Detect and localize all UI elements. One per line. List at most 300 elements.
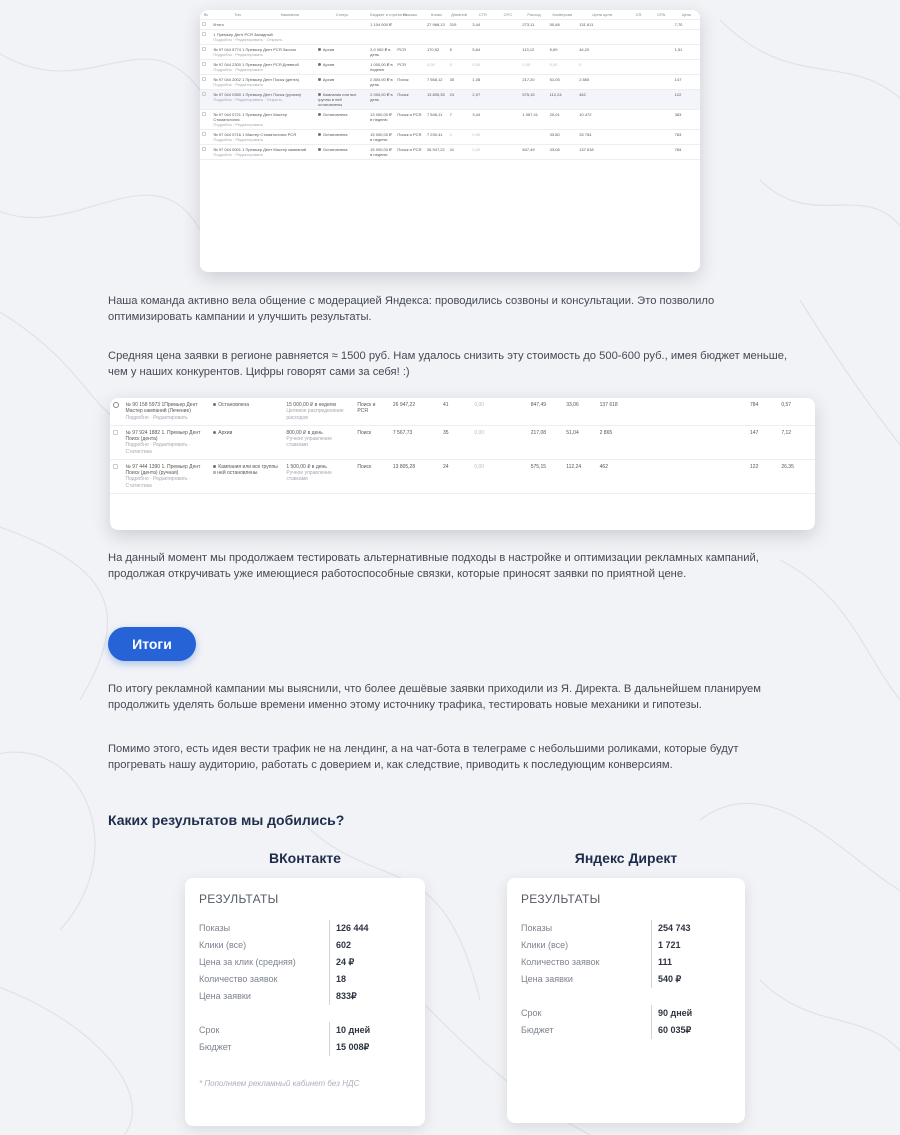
table-header-cell: Расход bbox=[520, 10, 547, 20]
table-header-cell: Дневной bbox=[448, 10, 471, 20]
metric-cell: 33,06 bbox=[548, 145, 578, 160]
row-checkbox[interactable] bbox=[200, 130, 211, 145]
checkbox-icon[interactable] bbox=[202, 47, 206, 51]
table-row[interactable] bbox=[110, 459, 815, 493]
metric-cell: 3,44 bbox=[470, 20, 495, 30]
metric-cell bbox=[627, 145, 650, 160]
metric-cell: 2,07 bbox=[470, 90, 495, 110]
status-text: Остановлена bbox=[322, 112, 348, 117]
status-cell bbox=[316, 90, 368, 110]
result-value: 833₽ bbox=[336, 991, 357, 1001]
metric-cell: 383 bbox=[673, 110, 700, 130]
status-text: Кампания или все группы в ней остановлены bbox=[213, 463, 278, 476]
metric-cell: 0,57 bbox=[778, 398, 815, 425]
status-text: Кампания или все группы в ней остановлены bbox=[317, 92, 357, 107]
metric-cell: 0 bbox=[448, 130, 471, 145]
metric-cell: 7 230,41 bbox=[425, 130, 448, 145]
row-checkbox[interactable] bbox=[110, 398, 123, 425]
metric-cell: 24 bbox=[448, 90, 471, 110]
result-label: Срок bbox=[521, 1008, 542, 1018]
status-dot-icon bbox=[318, 33, 321, 36]
table-row[interactable] bbox=[200, 145, 700, 160]
table-header-cell: Статус bbox=[316, 10, 368, 20]
metric-cell: 51,05 bbox=[548, 75, 578, 90]
table-header-cell: Тип bbox=[211, 10, 263, 20]
type-cell: Поиск bbox=[354, 459, 390, 493]
pause-icon[interactable] bbox=[113, 402, 119, 408]
budget-cell: 1 104 000 ₽ bbox=[368, 20, 395, 30]
table-header-cell: Цель bbox=[673, 10, 700, 20]
spacer bbox=[521, 988, 651, 1005]
status-dot-icon bbox=[318, 113, 321, 116]
metric-cell: 3,44 bbox=[470, 110, 495, 130]
yd-results-rows bbox=[521, 920, 731, 1039]
row-checkbox[interactable] bbox=[200, 110, 211, 130]
row-checkbox[interactable] bbox=[200, 145, 211, 160]
result-value: 10 дней bbox=[336, 1025, 371, 1035]
type-cell: Поиск bbox=[395, 90, 425, 110]
metric-cell: 33,06 bbox=[563, 398, 596, 425]
campaign-links[interactable]: Подробно · Редактировать bbox=[213, 122, 264, 127]
status-text: Остановлена bbox=[218, 402, 249, 408]
metric-cell bbox=[650, 110, 673, 130]
metric-cell: 847,49 bbox=[528, 398, 564, 425]
campaign-links[interactable]: Подробно · Редактировать bbox=[213, 82, 264, 87]
metric-cell bbox=[495, 130, 520, 145]
vk-results-rows bbox=[199, 920, 411, 1056]
budget-cell: 2 000,00 ₽ в день bbox=[368, 90, 395, 110]
metric-cell: 35 bbox=[440, 425, 471, 459]
result-value: 540 ₽ bbox=[658, 974, 682, 984]
campaign-name[interactable]: № 90 158 5973 1Премьер Дент Мастер кампаний (Лечение) bbox=[125, 402, 198, 415]
checkbox-icon[interactable] bbox=[202, 92, 206, 96]
campaign-cell[interactable] bbox=[211, 145, 316, 160]
metric-cell bbox=[650, 75, 673, 90]
budget-value: 15 000,00 ₽ в неделю bbox=[286, 402, 337, 408]
vk-note: * Пополняем рекламный кабинет без НДС bbox=[199, 1079, 360, 1088]
status-dot-icon bbox=[213, 465, 216, 468]
metric-cell: 147 bbox=[747, 425, 778, 459]
metric-cell: 7,12 bbox=[778, 425, 815, 459]
metric-cell: 122 bbox=[747, 459, 778, 493]
paragraph-price: Средняя цена заявки в регионе равняется ≈ 1500 руб. Нам удалось снизить эту стоимость до 500-600 руб., имея бюджет меньше, чем у наших конкурентов. Цифры говорят сами за себя! :) bbox=[108, 350, 788, 378]
metric-cell bbox=[627, 130, 650, 145]
metric-cell bbox=[495, 110, 520, 130]
yd-card-title: РЕЗУЛЬТАТЫ bbox=[521, 892, 601, 906]
campaign-links[interactable]: Подробно · Редактировать bbox=[213, 137, 264, 142]
table-row[interactable] bbox=[200, 60, 700, 75]
vk-results-card bbox=[185, 878, 425, 1126]
campaign-name[interactable]: 1 Премьер Дент РСЯ Западный bbox=[213, 32, 273, 37]
metric-cell: 112,24 bbox=[548, 90, 578, 110]
budget-cell bbox=[283, 425, 354, 459]
budget-cell bbox=[368, 30, 395, 45]
spacer bbox=[652, 988, 731, 1005]
campaign-table-screenshot bbox=[200, 10, 700, 272]
status-cell bbox=[210, 425, 283, 459]
metric-cell: 44,20 bbox=[577, 45, 627, 60]
metric-cell bbox=[495, 45, 520, 60]
table-header-cell: Клики bbox=[425, 10, 448, 20]
table-row[interactable] bbox=[110, 398, 815, 425]
budget-value: 1 500,00 ₽ в день bbox=[286, 463, 327, 470]
result-label: Бюджет bbox=[199, 1042, 232, 1052]
table-header-cell: CPA bbox=[650, 10, 673, 20]
metric-cell: 0 bbox=[577, 60, 627, 75]
budget-cell: 2,0 000 ₽ в день bbox=[368, 45, 395, 60]
metric-cell bbox=[548, 30, 578, 45]
metric-cell bbox=[495, 30, 520, 45]
metric-cell: 0,00 bbox=[520, 60, 547, 75]
row-checkbox[interactable] bbox=[110, 425, 123, 459]
table-header-cell: № bbox=[200, 10, 211, 20]
status-cell bbox=[316, 60, 368, 75]
campaign-table-screenshot-2 bbox=[110, 398, 815, 530]
table-row[interactable] bbox=[200, 110, 700, 130]
metric-cell bbox=[495, 60, 520, 75]
budget-cell bbox=[283, 459, 354, 493]
checkbox-icon[interactable] bbox=[202, 77, 206, 81]
metric-cell: 5 bbox=[448, 45, 471, 60]
metric-cell bbox=[673, 60, 700, 75]
metric-cell bbox=[643, 425, 716, 459]
metric-cell bbox=[495, 145, 520, 160]
metric-cell: 0,00 bbox=[471, 459, 502, 493]
status-cell bbox=[316, 145, 368, 160]
metric-cell: 575,15 bbox=[520, 90, 547, 110]
campaign-links[interactable]: Подробно · Редактировать bbox=[213, 152, 264, 157]
metric-cell bbox=[503, 459, 528, 493]
metric-cell bbox=[627, 90, 650, 110]
metric-cell: 7 bbox=[448, 110, 471, 130]
metric-cell: 847,49 bbox=[520, 145, 547, 160]
metric-cell: 131 611 bbox=[577, 20, 627, 30]
result-label: Показы bbox=[521, 923, 553, 933]
metric-cell: 0,00 bbox=[471, 398, 502, 425]
metric-cell: 137 618 bbox=[577, 145, 627, 160]
metric-cell: 5,64 bbox=[470, 45, 495, 60]
checkbox-icon[interactable] bbox=[113, 464, 118, 469]
metric-cell: 0,00 bbox=[470, 145, 495, 160]
row-checkbox[interactable] bbox=[110, 459, 123, 493]
type-cell: РСЯ bbox=[395, 60, 425, 75]
metric-cell bbox=[503, 425, 528, 459]
metric-cell bbox=[627, 110, 650, 130]
metric-cell: 0,00 bbox=[425, 60, 448, 75]
checkbox-icon[interactable] bbox=[202, 32, 206, 36]
metric-cell: 50,68 bbox=[548, 20, 578, 30]
yd-title: Яндекс Директ bbox=[574, 850, 678, 866]
metric-cell: 112,24 bbox=[563, 459, 596, 493]
table-header-cell: Цена цели bbox=[577, 10, 627, 20]
campaign-name[interactable]: № 97 044 0350 1 Премьер Дент Поиск (ручная) bbox=[213, 92, 301, 97]
campaign-cell[interactable] bbox=[211, 110, 316, 130]
table-row[interactable] bbox=[110, 425, 815, 459]
metric-cell bbox=[716, 459, 747, 493]
type-cell: Поиск и РСЯ bbox=[395, 145, 425, 160]
status-text: Архив bbox=[322, 47, 335, 52]
status-dot-icon bbox=[318, 93, 321, 96]
vk-title: ВКонтакте bbox=[269, 850, 341, 866]
metric-cell bbox=[716, 425, 747, 459]
campaign-name[interactable]: Итого bbox=[213, 22, 224, 27]
result-label: Клики (все) bbox=[199, 940, 247, 950]
metric-cell bbox=[627, 20, 650, 30]
status-cell bbox=[316, 45, 368, 60]
metric-cell: 7,70 bbox=[673, 20, 700, 30]
table-header-cell: Конверсии bbox=[548, 10, 578, 20]
status-cell bbox=[316, 75, 368, 90]
table-row[interactable] bbox=[200, 130, 700, 145]
campaign-cell[interactable] bbox=[123, 459, 211, 493]
metric-cell: 13 805,35 bbox=[425, 90, 448, 110]
budget-strategy: Ручное управление ставками bbox=[286, 436, 332, 449]
status-text: Остановлена bbox=[322, 147, 348, 152]
metric-cell bbox=[520, 130, 547, 145]
row-checkbox[interactable] bbox=[200, 75, 211, 90]
table-header-cell: Кампания bbox=[264, 10, 316, 20]
type-cell: Поиск и РСЯ bbox=[395, 110, 425, 130]
metric-cell: 137 618 bbox=[597, 398, 643, 425]
metric-cell: 784 bbox=[673, 145, 700, 160]
status-cell bbox=[210, 398, 283, 425]
metric-cell: 7 568,12 bbox=[425, 75, 448, 90]
campaign-name[interactable]: № 97 044 0721 1 Премьер Дент Мастер Стоматология bbox=[213, 112, 288, 122]
result-value: 24 ₽ bbox=[336, 957, 355, 967]
metric-cell: 2 865 bbox=[597, 425, 643, 459]
table-header-cell: CR bbox=[627, 10, 650, 20]
metric-cell: 462 bbox=[577, 90, 627, 110]
metric-cell: 319 bbox=[448, 20, 471, 30]
campaign-links[interactable]: Подробно · Редактировать bbox=[213, 52, 264, 57]
budget-cell bbox=[283, 398, 354, 425]
metric-cell: 217,08 bbox=[528, 425, 564, 459]
row-checkbox[interactable] bbox=[200, 20, 211, 30]
metric-cell: 5,69 bbox=[548, 45, 578, 60]
metric-cell bbox=[470, 30, 495, 45]
metric-cell: 1,51 bbox=[673, 45, 700, 60]
metric-cell: 0,00 bbox=[548, 60, 578, 75]
status-dot-icon bbox=[318, 148, 321, 151]
result-label: Показы bbox=[199, 923, 231, 933]
table-header-cell: Бюджет и стратегия bbox=[368, 10, 395, 20]
checkbox-icon[interactable] bbox=[202, 62, 206, 66]
metric-cell bbox=[448, 30, 471, 45]
campaign-cell[interactable] bbox=[211, 30, 316, 45]
result-value: 111 bbox=[658, 957, 673, 967]
result-value: 18 bbox=[336, 974, 347, 984]
metric-cell: 122 bbox=[673, 90, 700, 110]
type-cell: Поиск и РСЯ bbox=[354, 398, 390, 425]
budget-strategy: Ручное управление ставками bbox=[286, 470, 332, 483]
metric-cell bbox=[650, 90, 673, 110]
status-dot-icon bbox=[213, 431, 216, 434]
metric-cell bbox=[673, 30, 700, 45]
result-label: Цена заявки bbox=[521, 974, 573, 984]
metric-cell bbox=[495, 75, 520, 90]
table-row[interactable] bbox=[200, 45, 700, 60]
status-cell bbox=[316, 130, 368, 145]
metric-cell: 0,00 bbox=[471, 425, 502, 459]
status-dot-icon bbox=[318, 78, 321, 81]
status-cell bbox=[316, 110, 368, 130]
metric-cell: 20,01 bbox=[548, 110, 578, 130]
metric-cell: 783 bbox=[673, 130, 700, 145]
row-checkbox[interactable] bbox=[200, 90, 211, 110]
result-label: Количество заявок bbox=[521, 957, 600, 967]
campaign-name[interactable]: № 97 044 2300 1 Премьер Дент РСЯ Дневной bbox=[213, 62, 299, 67]
metric-cell: 7 546,11 bbox=[425, 110, 448, 130]
type-cell: РСЯ bbox=[395, 45, 425, 60]
metric-cell: 26 947,22 bbox=[390, 398, 440, 425]
budget-strategy: Целевое распределение расходов bbox=[286, 408, 344, 421]
metric-cell bbox=[650, 30, 673, 45]
spacer bbox=[330, 1005, 411, 1022]
campaign-name[interactable]: № 97 924 1882 1. Премьер Дент Поиск (дента) bbox=[125, 429, 201, 442]
status-dot-icon bbox=[318, 133, 321, 136]
campaign-name[interactable]: № 97 044 0001 1 Премьер Дент Мастер кампаний bbox=[213, 147, 307, 152]
metric-cell bbox=[650, 145, 673, 160]
metric-cell: 27 966,13 bbox=[425, 20, 448, 30]
status-dot-icon bbox=[213, 403, 216, 406]
metric-cell bbox=[650, 20, 673, 30]
status-text: Архив bbox=[322, 62, 335, 67]
type-cell: Поиск и РСЯ bbox=[395, 130, 425, 145]
metric-cell: 784 bbox=[747, 398, 778, 425]
metric-cell bbox=[650, 60, 673, 75]
campaign-name[interactable]: № 97 044 2002 1 Премьер Дент Поиск (дента) bbox=[213, 77, 299, 82]
table-row[interactable] bbox=[200, 20, 700, 30]
campaign-cell[interactable] bbox=[211, 45, 316, 60]
campaign-name[interactable]: № 97 044 0716 1 Мастер Стоматология РСЯ bbox=[213, 132, 297, 137]
result-value: 1 721 bbox=[658, 940, 681, 950]
checkbox-icon[interactable] bbox=[202, 147, 206, 151]
campaign-table bbox=[200, 10, 700, 160]
metric-cell: 0,00 bbox=[470, 60, 495, 75]
metric-cell bbox=[650, 130, 673, 145]
metric-cell: 26 947,22 bbox=[425, 145, 448, 160]
row-checkbox[interactable] bbox=[200, 60, 211, 75]
status-text: Архив bbox=[218, 429, 233, 436]
checkbox-icon[interactable] bbox=[202, 132, 206, 136]
row-checkbox[interactable] bbox=[200, 30, 211, 45]
campaign-links[interactable]: Подробно · Редактировать bbox=[213, 67, 264, 72]
campaign-cell[interactable] bbox=[123, 398, 211, 425]
metric-cell: 33,80 bbox=[548, 130, 578, 145]
result-value: 60 035₽ bbox=[658, 1025, 692, 1035]
campaign-name[interactable]: № 97 044 5774 1 Премьер Дент РСЯ Заочно bbox=[213, 47, 297, 52]
budget-cell: 15 000,00 ₽ в неделю bbox=[368, 145, 395, 160]
paragraph-summary: По итогу рекламной кампании мы выяснили, что более дешёвые заявки приходили из Я. Директа. В дальнейшем планируем продолжить уделять больше времени именно этому источнику трафика, тестировать новые механики и гипотезы. bbox=[108, 683, 761, 711]
metric-cell: 26,35 bbox=[778, 459, 815, 493]
campaign-cell[interactable] bbox=[211, 60, 316, 75]
paragraph-plans: Помимо этого, есть идея вести трафик не на лендинг, а на чат-бота в телеграме с небольшими роликами, которые будут прогревать нашу аудиторию, работать с доверием и, как следствие, приводить к последующим конверсиям. bbox=[108, 743, 739, 771]
result-value: 90 дней bbox=[658, 1008, 693, 1018]
results-heading: Каких результатов мы добились? bbox=[108, 812, 345, 828]
campaign-links[interactable]: Подробно · Редактировать · Открыть bbox=[213, 37, 283, 42]
metric-cell bbox=[627, 60, 650, 75]
campaign-links[interactable]: Подробно · Редактировать · Статистика bbox=[125, 442, 191, 455]
budget-cell: 15 000,00 ₽ в неделю bbox=[368, 130, 395, 145]
table-row[interactable] bbox=[200, 90, 700, 110]
metric-cell: 35 bbox=[448, 75, 471, 90]
result-label: Количество заявок bbox=[199, 974, 278, 984]
result-value: 126 444 bbox=[336, 923, 369, 933]
metric-cell bbox=[627, 30, 650, 45]
paragraph-testing: На данный момент мы продолжаем тестировать альтернативные подходы в настройке и оптимизации рекламных кампаний, продолжая откручивать уже имеющиеся работоспособные связки, которые приносят заявки по приятной цене. bbox=[108, 552, 759, 580]
result-label: Бюджет bbox=[521, 1025, 554, 1035]
table-header-cell: CPC bbox=[495, 10, 520, 20]
result-value: 602 bbox=[336, 940, 352, 950]
metric-cell bbox=[650, 45, 673, 60]
metric-cell bbox=[520, 30, 547, 45]
metric-cell: 170,52 bbox=[425, 45, 448, 60]
checkbox-icon[interactable] bbox=[202, 22, 206, 26]
type-cell: Поиск bbox=[354, 425, 390, 459]
metric-cell bbox=[577, 30, 627, 45]
metric-cell: 41 bbox=[448, 145, 471, 160]
status-text: Архив bbox=[322, 77, 335, 82]
table-row[interactable] bbox=[200, 30, 700, 45]
type-cell bbox=[395, 20, 425, 30]
campaign-cell[interactable] bbox=[211, 20, 316, 30]
spacer bbox=[199, 1005, 329, 1022]
type-cell bbox=[395, 30, 425, 45]
table-header-cell: Показы bbox=[395, 10, 425, 20]
metric-cell bbox=[643, 459, 716, 493]
metric-cell bbox=[425, 30, 448, 45]
metric-cell bbox=[495, 90, 520, 110]
metric-cell bbox=[627, 75, 650, 90]
metric-cell bbox=[503, 398, 528, 425]
metric-cell: 217,20 bbox=[520, 75, 547, 90]
row-checkbox[interactable] bbox=[200, 45, 211, 60]
campaign-links[interactable]: Подробно · Редактировать · Статистика bbox=[125, 476, 191, 489]
metric-cell: 113,12 bbox=[520, 45, 547, 60]
metric-cell bbox=[716, 398, 747, 425]
result-label: Цена за клик (средняя) bbox=[199, 957, 296, 967]
campaign-links[interactable]: Подробно · Редактировать · Открыть bbox=[213, 97, 283, 102]
metric-cell: 24 bbox=[440, 459, 471, 493]
campaign-cell[interactable] bbox=[123, 425, 211, 459]
metric-cell: 575,15 bbox=[528, 459, 564, 493]
result-value: 254 743 bbox=[658, 923, 691, 933]
status-cell bbox=[210, 459, 283, 493]
campaign-links[interactable]: Подробно · Редактировать bbox=[125, 414, 188, 421]
metric-cell: 1 067,41 bbox=[520, 110, 547, 130]
result-label: Цена заявки bbox=[199, 991, 251, 1001]
yd-results-card bbox=[507, 878, 745, 1123]
metric-cell: 0 bbox=[448, 60, 471, 75]
metric-cell: 1,08 bbox=[470, 75, 495, 90]
vk-card-title: РЕЗУЛЬТАТЫ bbox=[199, 892, 279, 906]
checkbox-icon[interactable] bbox=[202, 112, 206, 116]
table-row[interactable] bbox=[200, 75, 700, 90]
result-label: Клики (все) bbox=[521, 940, 569, 950]
campaign-cell[interactable] bbox=[211, 75, 316, 90]
status-dot-icon bbox=[318, 23, 321, 26]
metric-cell: 0,00 bbox=[470, 130, 495, 145]
status-dot-icon bbox=[318, 48, 321, 51]
campaign-name[interactable]: № 97 444 1390 1. Премьер Дент Поиск (дента) (ручная) bbox=[125, 463, 201, 476]
campaign-cell[interactable] bbox=[211, 130, 316, 145]
itogi-badge: Итоги bbox=[108, 627, 196, 661]
metric-cell: 33 754 bbox=[577, 130, 627, 145]
campaign-cell[interactable] bbox=[211, 90, 316, 110]
metric-cell: 2 865 bbox=[577, 75, 627, 90]
budget-cell: 1 000,00 ₽ в неделю bbox=[368, 60, 395, 75]
checkbox-icon[interactable] bbox=[113, 430, 118, 435]
